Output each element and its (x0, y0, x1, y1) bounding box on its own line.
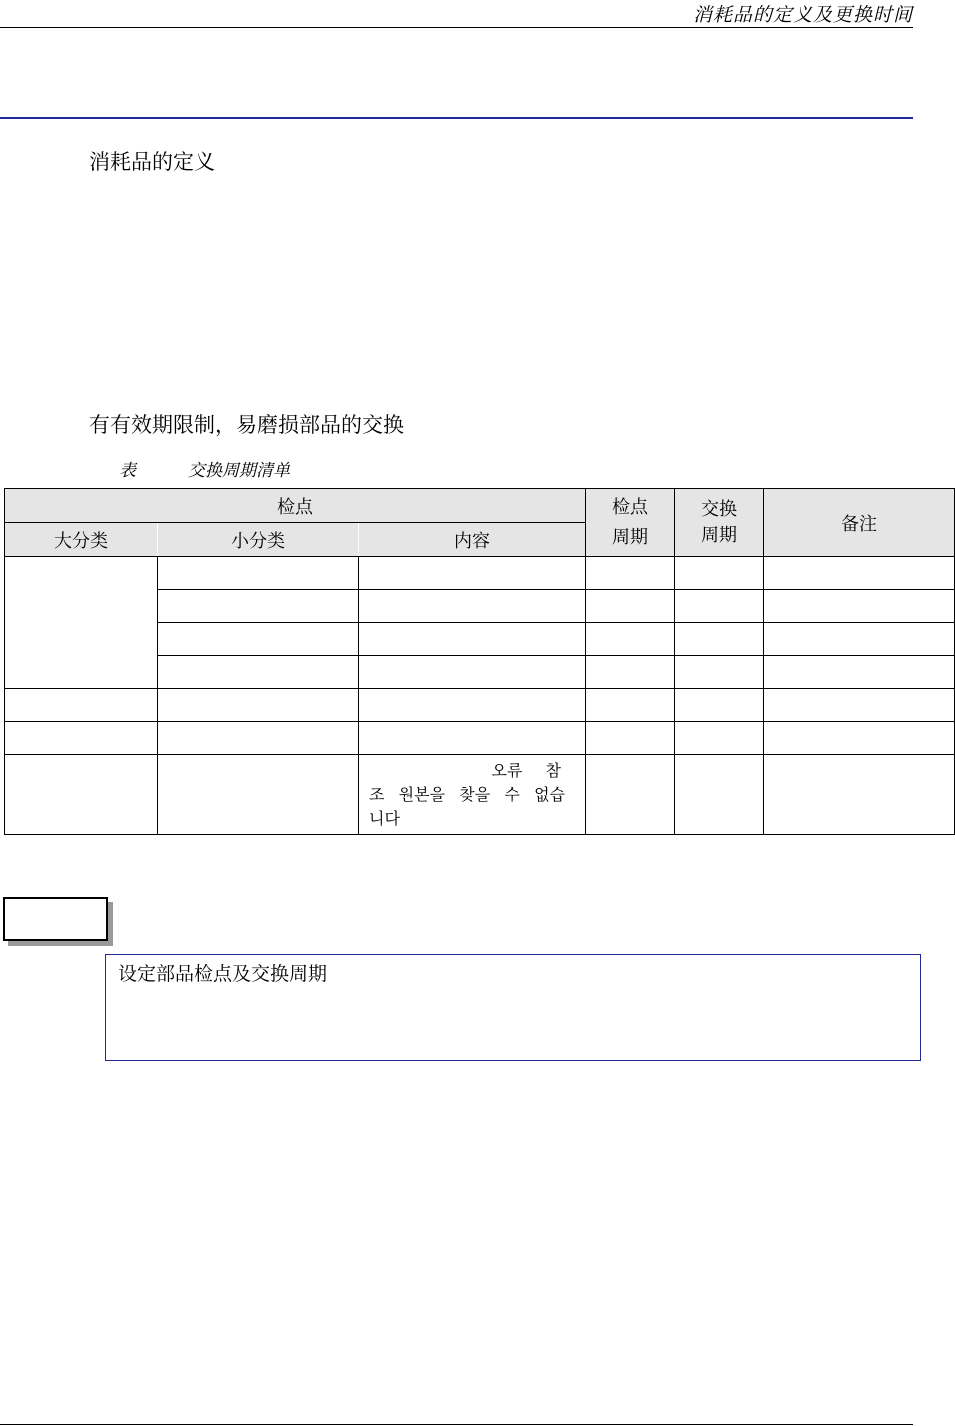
table-row (5, 557, 955, 590)
page-header-title: 消耗品的定义及更换时间 (692, 4, 913, 26)
table-cell (675, 689, 764, 722)
header-major-category: 大分类 (5, 523, 158, 557)
note-text: 设定部品检点及交换周期 (118, 963, 328, 985)
header-minor-category: 小分类 (158, 523, 359, 557)
table-cell (158, 656, 359, 689)
error-text-line: 조 원본을 찾을 수 없습 (369, 785, 566, 804)
table-cell (158, 557, 359, 590)
table-cell (675, 623, 764, 656)
footer-rule (0, 1424, 913, 1425)
table-cell (764, 722, 955, 755)
table-cell (675, 722, 764, 755)
table-cell (764, 656, 955, 689)
error-text-line: 오류 참 (491, 761, 562, 780)
table-cell (764, 623, 955, 656)
error-text-line: 니다 (369, 809, 400, 828)
table-cell (158, 722, 359, 755)
table-cell (586, 755, 675, 835)
table-cell (359, 689, 586, 722)
table-cell (764, 689, 955, 722)
table-cell (764, 557, 955, 590)
table-cell (359, 590, 586, 623)
table-cell (5, 557, 158, 689)
section-divider (0, 117, 913, 119)
header-rule (0, 27, 913, 28)
table-cell (675, 755, 764, 835)
header-replace-cycle: 交换周期 (675, 489, 764, 557)
table-cell (359, 623, 586, 656)
section-title-replacement: 有有效期限制，易磨损部品的交换 (89, 413, 404, 437)
table-row (5, 689, 955, 722)
table-caption (119, 456, 290, 481)
header-check-cycle: 检点周期 (586, 489, 675, 557)
table-cell (359, 557, 586, 590)
table-cell (5, 689, 158, 722)
table-cell (586, 623, 675, 656)
table-cell (158, 623, 359, 656)
table-cell (586, 656, 675, 689)
table-caption-label: 表 (119, 461, 136, 481)
table-cell (586, 689, 675, 722)
table-cell (764, 590, 955, 623)
header-check-point: 检点 (5, 489, 586, 523)
table-cell (586, 557, 675, 590)
table-cell (586, 722, 675, 755)
table-cell (158, 755, 359, 835)
header-remarks: 备注 (764, 489, 955, 557)
table-cell (764, 755, 955, 835)
table-cell (359, 722, 586, 755)
table-caption-title: 交换周期清单 (188, 461, 290, 481)
table-row (5, 722, 955, 755)
note-label-box (3, 897, 108, 941)
replacement-cycle-table (4, 488, 955, 835)
note-box (105, 954, 921, 1061)
table-row (5, 755, 955, 835)
table-cell (158, 689, 359, 722)
table-cell (586, 590, 675, 623)
table-cell (5, 722, 158, 755)
error-reference-cell (359, 755, 586, 835)
table-cell (675, 557, 764, 590)
table-cell (675, 590, 764, 623)
table-cell (359, 656, 586, 689)
header-content: 内容 (359, 523, 586, 557)
table-cell (5, 755, 158, 835)
section-title-definition: 消耗品的定义 (89, 150, 215, 174)
table-cell (675, 656, 764, 689)
table-cell (158, 590, 359, 623)
